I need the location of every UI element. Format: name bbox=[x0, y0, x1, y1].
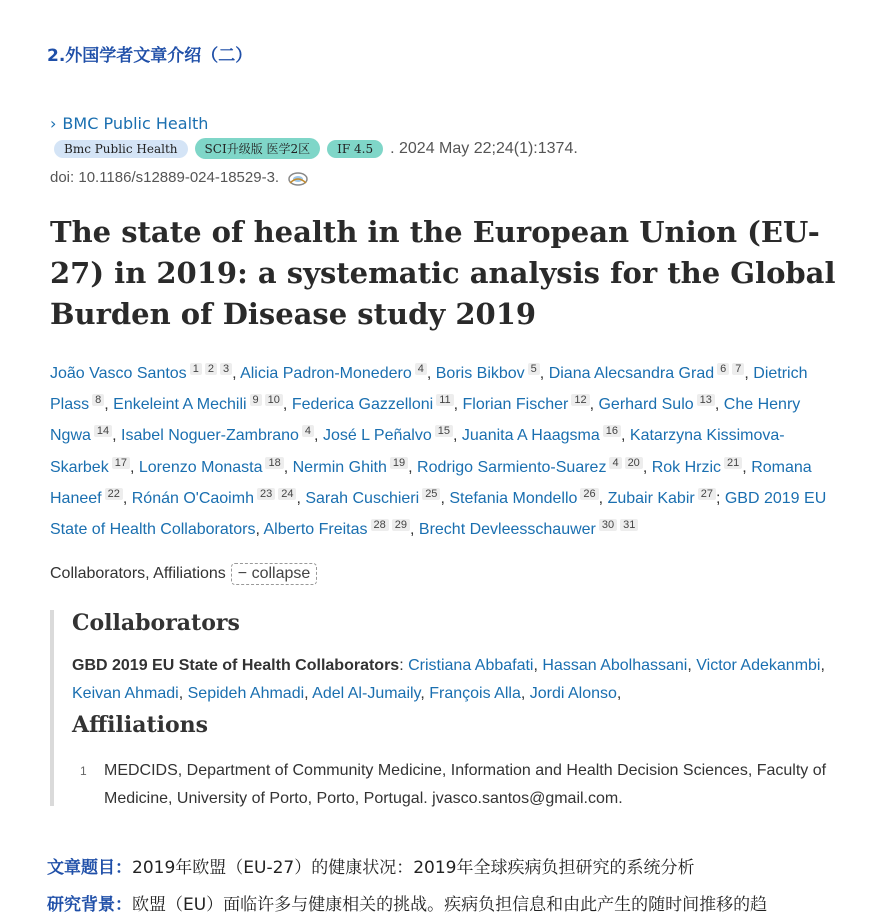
affiliation-ref[interactable]: 27 bbox=[698, 488, 716, 500]
author bbox=[305, 487, 440, 507]
author-link[interactable]: Brecht Devleesschauwer bbox=[418, 521, 596, 539]
collapse-button[interactable]: − collapse bbox=[231, 563, 318, 585]
author bbox=[449, 487, 598, 507]
affiliation-ref[interactable]: 21 bbox=[724, 457, 742, 469]
author-link[interactable]: Alberto Freitas bbox=[263, 521, 368, 539]
author-link[interactable]: Dietrich Plass bbox=[50, 365, 808, 414]
affiliation-ref[interactable]: 6 bbox=[717, 363, 729, 375]
affiliation-ref[interactable]: 28 bbox=[371, 519, 389, 531]
collab-affil-label: Collaborators, Affiliations bbox=[50, 565, 226, 582]
author bbox=[292, 456, 409, 476]
doi-text[interactable]: doi: 10.1186/s12889-024-18529-3. bbox=[50, 169, 280, 186]
author-link[interactable]: Romana Haneef bbox=[50, 458, 812, 507]
author bbox=[240, 365, 427, 382]
affiliation-item bbox=[80, 757, 860, 813]
affiliation-ref[interactable]: 20 bbox=[625, 457, 643, 469]
collab-affil-panel bbox=[50, 610, 854, 806]
author-link[interactable]: Alicia Padron-Monedero bbox=[240, 365, 412, 382]
article-title: The state of health in the European Union (EU-27) in 2019: a systematic analysis for the Global Burden of Disease study 2019 bbox=[50, 215, 836, 331]
author bbox=[113, 396, 283, 413]
author-list: João Vasco Santos $^1$ $^2$ $^3$ , Alicia Padron-Monedero $^4$ , Boris Bikbov $^5$ , Diana Alecsandra Grad $^6$ $^7$ , Dietrich Plass $^8$ , Enkeleint A Mechili $^9$ $^{10}$ , Federica Gazzelloni $^{11}$ , Florian Fischer $^{12}$ , Gerhard Sulo $^{13}$ , Che Henry Ngwa $^{14}$ , Isabel Noguer-Zambrano $^4$ , José L Peñalvo $^{15}$ , Juanita A Haagsma $^{16}$ , Katarzyna Kissimova-Skarbek $^{17}$ , Lorenzo Monasta $^{18}$ , Nermin Ghith $^{19}$ , Rodrigo Sarmiento-Suarez $^4$ $^{20}$ , Rok Hrzic $^{21}$ , Romana Haneef $^{22}$ , Rónán O'Caoimh $^{23}$ $^{24}$ , Sarah Cuschieri $^{25}$ , Stefania Mondello $^{26}$ , Zubair Kabir $^{27}$ ; GBD 2019 EU State of Health Collaborators, Alberto Freitas $^{28}$ $^{29}$ , Brecht Devleesschauwer $^{30}$ $^{31}$ bbox=[50, 363, 827, 539]
author bbox=[138, 456, 284, 476]
collaborators-heading: Collaborators bbox=[72, 610, 240, 636]
author-link[interactable]: Sarah Cuschieri bbox=[305, 489, 420, 507]
collaborator-group: GBD 2019 EU State of Health Collaborators bbox=[72, 657, 400, 674]
author-link[interactable]: Isabel Noguer-Zambrano bbox=[121, 427, 299, 445]
affiliation-text: MEDCIDS, Department of Community Medicine, Information and Health Decision Sciences, Faculty of Medicine, University of Porto, Porto, Portugal. jvasco.santos@gmail.com. bbox=[104, 762, 827, 807]
summary-title: 文章题目：2019年欧盟（EU-27）的健康状况：2019年全球疾病负担研究的系统分析 bbox=[47, 858, 695, 878]
free-access-icon bbox=[287, 171, 307, 185]
affiliation-ref[interactable]: 16 bbox=[603, 425, 621, 437]
collaborator-link[interactable]: Keivan Ahmadi bbox=[72, 684, 179, 702]
author-link[interactable]: Gerhard Sulo bbox=[598, 396, 694, 414]
author-link[interactable]: Federica Gazzelloni bbox=[291, 396, 434, 414]
affiliation-ref[interactable]: 1 bbox=[190, 363, 202, 375]
collaborator-link[interactable]: Jordi Alonso bbox=[529, 684, 617, 702]
affiliation-number: 1 bbox=[80, 764, 87, 778]
affiliation-ref[interactable]: 4 bbox=[302, 425, 314, 437]
author bbox=[263, 521, 410, 538]
affiliation-ref[interactable]: 23 bbox=[257, 488, 275, 500]
doi-line bbox=[50, 169, 307, 186]
author-link[interactable]: Nermin Ghith bbox=[292, 458, 387, 476]
collaborator-link[interactable]: Sepideh Ahmadi bbox=[187, 684, 305, 702]
collaborator-link[interactable]: Victor Adekanmbi bbox=[696, 657, 821, 674]
author bbox=[417, 456, 643, 476]
author bbox=[323, 427, 453, 444]
affiliation-ref[interactable]: 17 bbox=[112, 457, 130, 469]
author-link[interactable]: José L Peñalvo bbox=[322, 427, 432, 445]
author bbox=[292, 396, 454, 413]
author-link[interactable]: Juanita A Haagsma bbox=[461, 427, 600, 445]
affiliation-ref[interactable]: 2 bbox=[205, 363, 217, 375]
affiliation-ref[interactable]: 26 bbox=[580, 488, 598, 500]
section-heading: 2.外国学者文章介绍（二） bbox=[47, 46, 253, 66]
author-link[interactable]: GBD 2019 EU State of Health Collaborators bbox=[50, 489, 827, 539]
journal-badges bbox=[54, 138, 578, 159]
author-link[interactable]: Che Henry Ngwa bbox=[50, 396, 801, 445]
collaborator-link[interactable]: Adel Al-Jumaily bbox=[312, 684, 421, 702]
affiliation-ref[interactable]: 5 bbox=[528, 363, 540, 375]
impact-factor-badge: IF 4.5 bbox=[327, 140, 383, 158]
affiliation-ref[interactable]: 10 bbox=[265, 394, 283, 406]
collaborator-link[interactable]: Cristiana Abbafati bbox=[408, 657, 534, 674]
affiliation-ref[interactable]: 14 bbox=[94, 425, 112, 437]
author-link[interactable]: Boris Bikbov bbox=[435, 365, 525, 382]
affiliation-ref[interactable]: 9 bbox=[250, 394, 262, 406]
affiliation-ref[interactable]: 29 bbox=[392, 519, 410, 531]
affiliation-ref[interactable]: 19 bbox=[390, 457, 408, 469]
affiliation-ref[interactable]: 30 bbox=[599, 519, 617, 531]
author-link[interactable]: Katarzyna Kissimova-Skarbek bbox=[50, 427, 785, 476]
author-link[interactable]: João Vasco Santos bbox=[50, 365, 187, 382]
author-link[interactable]: Diana Alecsandra Grad bbox=[548, 365, 715, 382]
affiliation-ref[interactable]: 25 bbox=[422, 488, 440, 500]
affiliation-ref[interactable]: 11 bbox=[436, 394, 453, 406]
affiliation-ref[interactable]: 8 bbox=[92, 394, 104, 406]
author bbox=[598, 396, 714, 413]
affiliation-ref[interactable]: 18 bbox=[265, 457, 283, 469]
affiliation-ref[interactable]: 3 bbox=[220, 363, 232, 375]
collaborators-list: GBD 2019 EU State of Health Collaborators: Cristiana Abbafati, Hassan Abolhassani, Victor Adekanmbi, Keivan Ahmadi, Sepideh Ahmadi, Adel Al-Jumaily, François Alla, Jordi Alonso, bbox=[72, 657, 825, 702]
affiliation-ref[interactable]: 24 bbox=[278, 488, 296, 500]
affiliations-heading: Affiliations bbox=[72, 712, 209, 738]
author bbox=[121, 427, 314, 444]
author bbox=[549, 365, 745, 382]
affiliation-ref[interactable]: 13 bbox=[697, 394, 715, 406]
chevron-right-icon: › bbox=[50, 114, 57, 133]
affiliation-ref[interactable]: 22 bbox=[105, 488, 123, 500]
author bbox=[50, 365, 232, 382]
author bbox=[607, 487, 716, 507]
journal-name-badge: Bmc Public Health bbox=[54, 140, 188, 158]
author-link[interactable]: Rok Hrzic bbox=[651, 458, 722, 476]
author bbox=[462, 427, 621, 444]
journal-link[interactable]: › BMC Public Health bbox=[50, 114, 209, 133]
citation: . 2024 May 22;24(1):1374. bbox=[390, 139, 578, 157]
author-link[interactable]: Stefania Mondello bbox=[449, 489, 578, 507]
affiliation-ref[interactable]: 31 bbox=[620, 519, 638, 531]
collab-affil-toggle bbox=[50, 563, 317, 585]
author bbox=[419, 521, 638, 538]
affiliation-ref[interactable]: 4 bbox=[609, 457, 621, 469]
author-link[interactable]: Enkeleint A Mechili bbox=[113, 396, 247, 414]
summary-background: 研究背景：欧盟（EU）面临许多与健康相关的挑战。疾病负担信息和由此产生的随时间推移的趋 bbox=[47, 895, 768, 915]
affiliation-ref[interactable]: 15 bbox=[435, 425, 453, 437]
collaborator-link[interactable]: François Alla bbox=[429, 684, 521, 702]
author-link[interactable]: Florian Fischer bbox=[462, 396, 569, 414]
author-link[interactable]: Lorenzo Monasta bbox=[138, 458, 263, 476]
author bbox=[651, 456, 743, 476]
affiliation-ref[interactable]: 7 bbox=[732, 363, 744, 375]
affiliation-ref[interactable]: 4 bbox=[415, 363, 427, 375]
author-link[interactable]: Zubair Kabir bbox=[607, 489, 695, 507]
author-link[interactable]: Rónán O'Caoimh bbox=[131, 489, 254, 507]
affiliation-ref[interactable]: 12 bbox=[571, 394, 589, 406]
sci-rank-badge: SCI升级版 医学2区 bbox=[195, 138, 321, 159]
author bbox=[463, 396, 590, 413]
author-link[interactable]: Rodrigo Sarmiento-Suarez bbox=[417, 458, 607, 476]
author bbox=[131, 487, 297, 507]
collaborator-link[interactable]: Hassan Abolhassani bbox=[542, 657, 688, 674]
author bbox=[436, 365, 540, 382]
